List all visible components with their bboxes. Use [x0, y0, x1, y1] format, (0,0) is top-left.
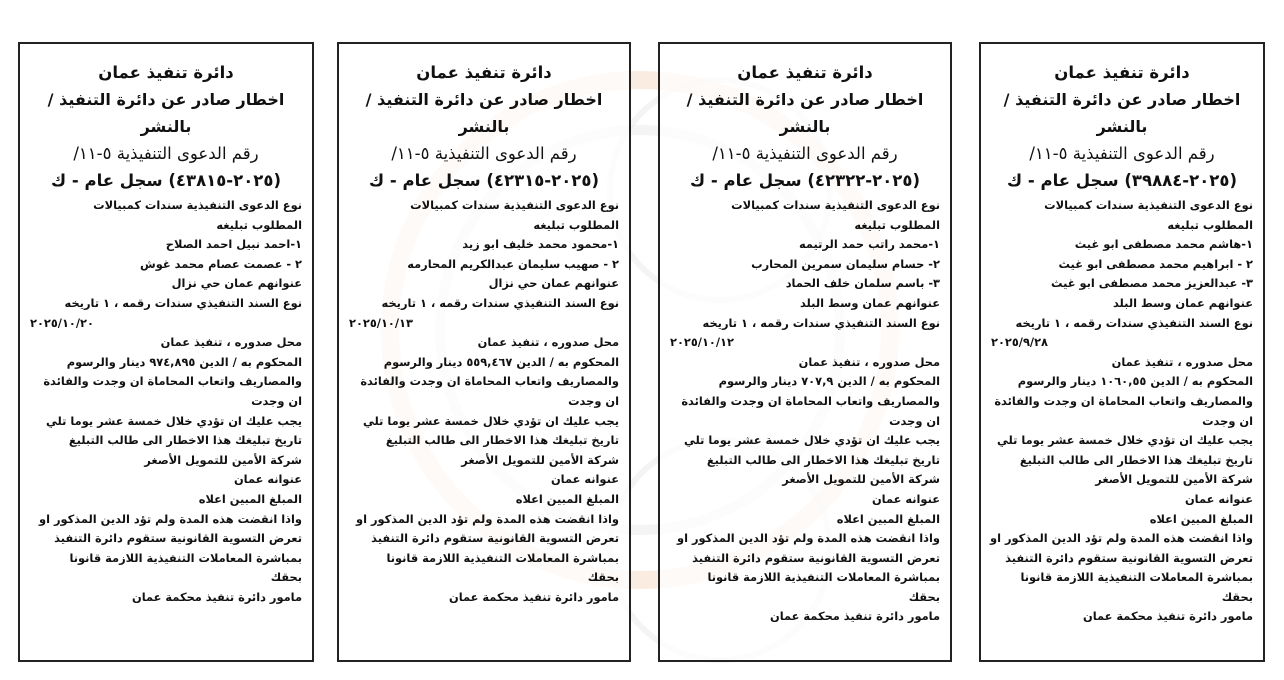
defendants-address: عنوانهم عمان وسط البلد [1112, 295, 1253, 310]
case-year: (٢٠٢٥-٤٣٨١٥) سجل عام - ك [51, 171, 281, 190]
against-you: بحقك [270, 570, 302, 585]
case-type: نوع الدعوى التنفيذية سندات كمبيالات [731, 198, 940, 212]
amount-stated: المبلغ المبين اعلاه [198, 491, 302, 506]
notice-subtitle: اخطار صادر عن دائرة التنفيذ / بالنشر [47, 90, 285, 136]
notify-label: المطلوب تبليغه [1167, 217, 1253, 232]
fees-line: والمصاريف واتعاب المحاماة ان وجدت والفائدة [994, 393, 1253, 408]
judgment-amount: المحكوم به / الدين ٧٠٧,٩ دينار والرسوم [718, 374, 940, 389]
case-type: نوع الدعوى التنفيذية سندات كمبيالات [1044, 198, 1253, 212]
notify-label: المطلوب تبليغه [533, 217, 619, 232]
creditor-name: شركة الأمين للتمويل الأصغر [1095, 472, 1253, 487]
warning-line: بمباشرة المعاملات التنفيذية اللازمة قانونا [1020, 570, 1253, 585]
case-number: رقم الدعوى التنفيذية ٥-١١/ [712, 144, 898, 163]
bond-line: نوع السند التنفيذي سندات رقمه ، ١ تاريخه [381, 295, 619, 310]
fees-line: والمصاريف واتعاب المحاماة ان وجدت والفائدة [43, 374, 302, 389]
warning-line: واذا انقضت هذه المدة ولم تؤد الدين المذكور او [990, 531, 1253, 546]
creditor-name: شركة الأمين للتمويل الأصغر [782, 472, 940, 487]
notice-card [18, 42, 314, 662]
warning-line: تعرض التسوية القانونية ستقوم دائرة التنفيذ [54, 531, 302, 546]
defendant: ١-محمود محمد خليف ابو زيد [462, 237, 619, 252]
signature: مامور دائرة تنفيذ محكمة عمان [132, 589, 302, 604]
defendant: ١-احمد نبيل احمد الصلاح [165, 237, 302, 252]
if-found: ان وجدت [889, 413, 940, 428]
defendant: ٣- عبدالعزيز محمد مصطفى ابو غيث [1051, 276, 1253, 291]
warning-line: بمباشرة المعاملات التنفيذية اللازمة قانونا [69, 550, 302, 565]
bond-date: ٢٠٢٥/١٠/١٣ [349, 315, 413, 330]
defendant: ١-هاشم محمد مصطفى ابو غيث [1074, 237, 1253, 252]
notice-card [337, 42, 631, 662]
notice-subtitle: اخطار صادر عن دائرة التنفيذ / بالنشر [1003, 90, 1241, 136]
warning-line: بمباشرة المعاملات التنفيذية اللازمة قانونا [707, 570, 940, 585]
case-year: (٢٠٢٥-٣٩٨٨٤) سجل عام - ك [1007, 171, 1237, 190]
bond-line: نوع السند التنفيذي سندات رقمه ، ١ تاريخه [64, 295, 302, 310]
warning-line: تعرض التسوية القانونية ستقوم دائرة التنفيذ [371, 531, 619, 546]
fees-line: والمصاريف واتعاب المحاماة ان وجدت والفائدة [360, 374, 619, 389]
judgment-amount: المحكوم به / الدين ٥٥٩,٤٦٧ دينار والرسوم [383, 354, 619, 369]
notice-subtitle: اخطار صادر عن دائرة التنفيذ / بالنشر [365, 90, 603, 136]
if-found: ان وجدت [251, 393, 302, 408]
must-pay-line: تاريخ تبليغك هذا الاخطار الى طالب التبليغ [68, 433, 302, 448]
issue-place: محل صدوره ، تنفيذ عمان [798, 354, 940, 369]
defendant: ٢ - عصمت عصام محمد غوش [140, 256, 302, 271]
notice-title: دائرة تنفيذ عمان [1054, 63, 1190, 82]
creditor-name: شركة الأمين للتمويل الأصغر [461, 452, 619, 467]
against-you: بحقك [587, 570, 619, 585]
defendant: ٢- حسام سليمان سمرين المحارب [751, 256, 940, 271]
must-pay-line: تاريخ تبليغك هذا الاخطار الى طالب التبليغ [385, 433, 619, 448]
warning-line: تعرض التسوية القانونية ستقوم دائرة التنفيذ [692, 550, 940, 565]
bond-date: ٢٠٢٥/١٠/١٢ [670, 335, 734, 350]
must-pay-line: يجب عليك ان تؤدي خلال خمسة عشر يوما تلي [996, 433, 1253, 448]
issue-place: محل صدوره ، تنفيذ عمان [160, 335, 302, 350]
signature: مامور دائرة تنفيذ محكمة عمان [449, 589, 619, 604]
case-year: (٢٠٢٥-٤٢٣١٥) سجل عام - ك [369, 171, 599, 190]
notice-title: دائرة تنفيذ عمان [737, 63, 873, 82]
creditor-address: عنوانه عمان [1184, 491, 1253, 506]
warning-line: تعرض التسوية القانونية ستقوم دائرة التنفيذ [1005, 550, 1253, 565]
notice-title: دائرة تنفيذ عمان [98, 63, 234, 82]
warning-line: بمباشرة المعاملات التنفيذية اللازمة قانونا [386, 550, 619, 565]
creditor-address: عنوانه عمان [871, 491, 940, 506]
judgment-amount: المحكوم به / الدين ١٠٦٠,٥٥ دينار والرسوم [1017, 374, 1253, 389]
fees-line: والمصاريف واتعاب المحاماة ان وجدت والفائدة [681, 393, 940, 408]
against-you: بحقك [1221, 589, 1253, 604]
must-pay-line: يجب عليك ان تؤدي خلال خمسة عشر يوما تلي [45, 413, 302, 428]
judgment-amount: المحكوم به / الدين ٩٧٤,٨٩٥ دينار والرسوم [66, 354, 302, 369]
defendant: ٢ - صهيب سليمان عبدالكريم المحارمه [407, 256, 619, 271]
notice-title: دائرة تنفيذ عمان [416, 63, 552, 82]
warning-line: واذا انقضت هذه المدة ولم تؤد الدين المذكور او [677, 531, 940, 546]
case-number: رقم الدعوى التنفيذية ٥-١١/ [1029, 144, 1215, 163]
must-pay-line: يجب عليك ان تؤدي خلال خمسة عشر يوما تلي [362, 413, 619, 428]
notify-label: المطلوب تبليغه [216, 217, 302, 232]
creditor-address: عنوانه عمان [550, 472, 619, 487]
signature: مامور دائرة تنفيذ محكمة عمان [1083, 609, 1253, 624]
creditor-address: عنوانه عمان [233, 472, 302, 487]
if-found: ان وجدت [568, 393, 619, 408]
defendants-address: عنوانهم عمان حي نزال [488, 276, 619, 291]
defendants-address: عنوانهم عمان وسط البلد [799, 295, 940, 310]
warning-line: واذا انقضت هذه المدة ولم تؤد الدين المذكور او [39, 511, 302, 526]
defendants-address: عنوانهم عمان حي نزال [171, 276, 302, 291]
creditor-name: شركة الأمين للتمويل الأصغر [144, 452, 302, 467]
bond-date: ٢٠٢٥/١٠/٢٠ [30, 315, 94, 330]
case-type: نوع الدعوى التنفيذية سندات كمبيالات [93, 198, 302, 212]
amount-stated: المبلغ المبين اعلاه [1149, 511, 1253, 526]
signature: مامور دائرة تنفيذ محكمة عمان [770, 609, 940, 624]
issue-place: محل صدوره ، تنفيذ عمان [1111, 354, 1253, 369]
bond-date: ٢٠٢٥/٩/٢٨ [991, 335, 1048, 350]
warning-line: واذا انقضت هذه المدة ولم تؤد الدين المذكور او [356, 511, 619, 526]
case-number: رقم الدعوى التنفيذية ٥-١١/ [391, 144, 577, 163]
against-you: بحقك [908, 589, 940, 604]
defendant: ١-محمد راتب حمد الرتيمه [798, 237, 940, 252]
bond-line: نوع السند التنفيذي سندات رقمه ، ١ تاريخه [702, 315, 940, 330]
amount-stated: المبلغ المبين اعلاه [515, 491, 619, 506]
amount-stated: المبلغ المبين اعلاه [836, 511, 940, 526]
case-number: رقم الدعوى التنفيذية ٥-١١/ [73, 144, 259, 163]
notice-card [658, 42, 952, 662]
case-type: نوع الدعوى التنفيذية سندات كمبيالات [410, 198, 619, 212]
must-pay-line: تاريخ تبليغك هذا الاخطار الى طالب التبليغ [1019, 452, 1253, 467]
defendant: ٢ - ابراهيم محمد مصطفى ابو غيث [1058, 256, 1253, 271]
issue-place: محل صدوره ، تنفيذ عمان [477, 335, 619, 350]
must-pay-line: يجب عليك ان تؤدي خلال خمسة عشر يوما تلي [683, 433, 940, 448]
notice-subtitle: اخطار صادر عن دائرة التنفيذ / بالنشر [686, 90, 924, 136]
notice-card [979, 42, 1265, 662]
bond-line: نوع السند التنفيذي سندات رقمه ، ١ تاريخه [1015, 315, 1253, 330]
if-found: ان وجدت [1202, 413, 1253, 428]
case-year: (٢٠٢٥-٤٢٣٢٢) سجل عام - ك [690, 171, 920, 190]
defendant: ٣- باسم سلمان خلف الحماد [785, 276, 940, 291]
must-pay-line: تاريخ تبليغك هذا الاخطار الى طالب التبليغ [706, 452, 940, 467]
notify-label: المطلوب تبليغه [854, 217, 940, 232]
